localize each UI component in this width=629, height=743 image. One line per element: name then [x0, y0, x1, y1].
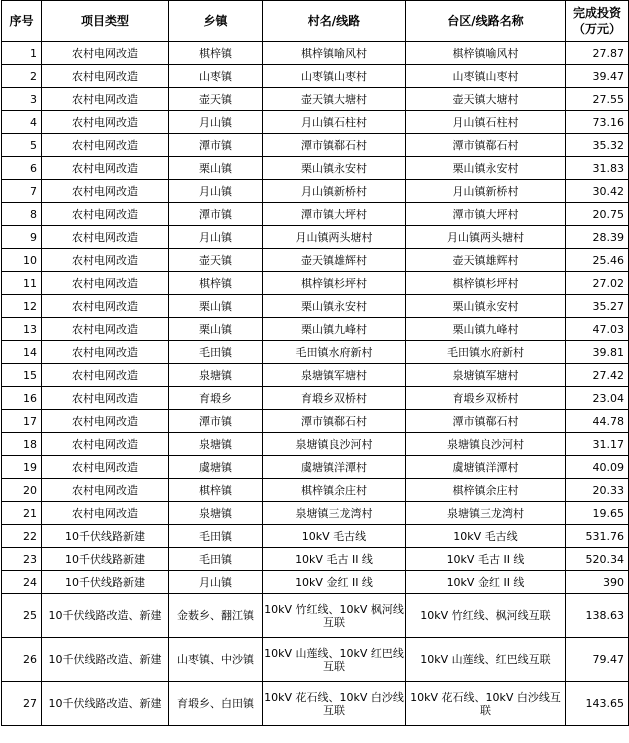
- cell-village: 潭市镇郗石村: [263, 410, 406, 433]
- cell-town: 育塅乡、白田镇: [169, 682, 263, 726]
- cell-town: 潭市镇: [169, 134, 263, 157]
- cell-invest: 520.34: [566, 548, 629, 571]
- cell-area: 月山镇新桥村: [406, 180, 566, 203]
- cell-no: 25: [2, 594, 42, 638]
- table-row: [2, 318, 629, 341]
- cell-type: 10千伏线路改造、新建: [42, 594, 169, 638]
- cell-town: 棋梓镇: [169, 479, 263, 502]
- table-row: [2, 42, 629, 65]
- cell-village: 泉塘镇三龙湾村: [263, 502, 406, 525]
- cell-no: 5: [2, 134, 42, 157]
- cell-town: 金薮乡、翻江镇: [169, 594, 263, 638]
- cell-invest: 30.42: [566, 180, 629, 203]
- cell-area: 棋梓镇喻风村: [406, 42, 566, 65]
- cell-area: 10kV 毛古线: [406, 525, 566, 548]
- cell-invest: 39.81: [566, 341, 629, 364]
- cell-area: 月山镇石柱村: [406, 111, 566, 134]
- cell-town: 棋梓镇: [169, 272, 263, 295]
- cell-village: 月山镇两头塘村: [263, 226, 406, 249]
- table-row: [2, 525, 629, 548]
- cell-village: 栗山镇九峰村: [263, 318, 406, 341]
- cell-town: 育塅乡: [169, 387, 263, 410]
- cell-town: 泉塘镇: [169, 433, 263, 456]
- cell-type: 农村电网改造: [42, 157, 169, 180]
- table-row: [2, 65, 629, 88]
- cell-village: 10kV 竹红线、10kV 枫河线互联: [263, 594, 406, 638]
- cell-town: 山枣镇: [169, 65, 263, 88]
- cell-area: 栗山镇九峰村: [406, 318, 566, 341]
- cell-town: 栗山镇: [169, 295, 263, 318]
- cell-invest: 20.33: [566, 479, 629, 502]
- cell-invest: 27.42: [566, 364, 629, 387]
- cell-type: 农村电网改造: [42, 410, 169, 433]
- cell-area: 10kV 金红 II 线: [406, 571, 566, 594]
- cell-type: 农村电网改造: [42, 295, 169, 318]
- table-row: [2, 638, 629, 682]
- cell-town: 泉塘镇: [169, 364, 263, 387]
- header-village: 村名/线路: [263, 1, 406, 42]
- cell-type: 农村电网改造: [42, 249, 169, 272]
- cell-type: 农村电网改造: [42, 226, 169, 249]
- cell-no: 26: [2, 638, 42, 682]
- table-row: [2, 364, 629, 387]
- cell-invest: 35.32: [566, 134, 629, 157]
- cell-village: 虞塘镇洋潭村: [263, 456, 406, 479]
- cell-area: 泉塘镇良沙河村: [406, 433, 566, 456]
- cell-type: 农村电网改造: [42, 65, 169, 88]
- cell-invest: 47.03: [566, 318, 629, 341]
- cell-area: 潭市镇郗石村: [406, 410, 566, 433]
- cell-area: 毛田镇水府新村: [406, 341, 566, 364]
- cell-no: 7: [2, 180, 42, 203]
- header-no: 序号: [2, 1, 42, 42]
- cell-village: 栗山镇永安村: [263, 157, 406, 180]
- cell-invest: 27.55: [566, 88, 629, 111]
- cell-no: 24: [2, 571, 42, 594]
- cell-village: 泉塘镇良沙河村: [263, 433, 406, 456]
- cell-area: 月山镇两头塘村: [406, 226, 566, 249]
- cell-village: 棋梓镇喻风村: [263, 42, 406, 65]
- cell-area: 潭市镇大坪村: [406, 203, 566, 226]
- header-town: 乡镇: [169, 1, 263, 42]
- cell-type: 农村电网改造: [42, 479, 169, 502]
- header-area: 台区/线路名称: [406, 1, 566, 42]
- cell-no: 1: [2, 42, 42, 65]
- cell-type: 农村电网改造: [42, 341, 169, 364]
- cell-village: 毛田镇水府新村: [263, 341, 406, 364]
- cell-type: 农村电网改造: [42, 272, 169, 295]
- cell-village: 棋梓镇杉坪村: [263, 272, 406, 295]
- cell-village: 10kV 花石线、10kV 白沙线互联: [263, 682, 406, 726]
- investment-table: [1, 0, 629, 726]
- cell-area: 潭市镇郗石村: [406, 134, 566, 157]
- cell-no: 22: [2, 525, 42, 548]
- cell-area: 壶天镇大塘村: [406, 88, 566, 111]
- table-row: [2, 180, 629, 203]
- cell-no: 23: [2, 548, 42, 571]
- table-row: [2, 157, 629, 180]
- cell-area: 泉塘镇军塘村: [406, 364, 566, 387]
- cell-town: 泉塘镇: [169, 502, 263, 525]
- table-row: [2, 134, 629, 157]
- cell-type: 农村电网改造: [42, 456, 169, 479]
- cell-area: 栗山镇永安村: [406, 157, 566, 180]
- cell-village: 10kV 毛古 II 线: [263, 548, 406, 571]
- cell-town: 毛田镇: [169, 548, 263, 571]
- cell-type: 农村电网改造: [42, 364, 169, 387]
- cell-type: 农村电网改造: [42, 318, 169, 341]
- table-row: [2, 226, 629, 249]
- cell-town: 月山镇: [169, 571, 263, 594]
- cell-type: 农村电网改造: [42, 387, 169, 410]
- cell-invest: 531.76: [566, 525, 629, 548]
- cell-type: 10千伏线路新建: [42, 548, 169, 571]
- table-row: [2, 387, 629, 410]
- cell-town: 棋梓镇: [169, 42, 263, 65]
- cell-invest: 23.04: [566, 387, 629, 410]
- cell-village: 栗山镇永安村: [263, 295, 406, 318]
- cell-no: 4: [2, 111, 42, 134]
- cell-area: 栗山镇永安村: [406, 295, 566, 318]
- table-row: [2, 203, 629, 226]
- table-row: [2, 88, 629, 111]
- cell-village: 壶天镇大塘村: [263, 88, 406, 111]
- cell-village: 山枣镇山枣村: [263, 65, 406, 88]
- cell-type: 10千伏线路新建: [42, 571, 169, 594]
- cell-area: 虞塘镇洋潭村: [406, 456, 566, 479]
- header-row: [2, 1, 629, 42]
- cell-type: 农村电网改造: [42, 433, 169, 456]
- cell-town: 栗山镇: [169, 157, 263, 180]
- cell-village: 10kV 毛古线: [263, 525, 406, 548]
- cell-type: 10千伏线路改造、新建: [42, 682, 169, 726]
- header-type: 项目类型: [42, 1, 169, 42]
- cell-type: 农村电网改造: [42, 111, 169, 134]
- cell-no: 27: [2, 682, 42, 726]
- cell-invest: 143.65: [566, 682, 629, 726]
- cell-no: 9: [2, 226, 42, 249]
- cell-no: 12: [2, 295, 42, 318]
- cell-area: 棋梓镇杉坪村: [406, 272, 566, 295]
- cell-no: 10: [2, 249, 42, 272]
- cell-area: 山枣镇山枣村: [406, 65, 566, 88]
- cell-area: 10kV 毛古 II 线: [406, 548, 566, 571]
- cell-type: 农村电网改造: [42, 502, 169, 525]
- table-row: [2, 295, 629, 318]
- cell-invest: 138.63: [566, 594, 629, 638]
- cell-invest: 40.09: [566, 456, 629, 479]
- cell-invest: 44.78: [566, 410, 629, 433]
- cell-invest: 35.27: [566, 295, 629, 318]
- cell-invest: 28.39: [566, 226, 629, 249]
- table-row: [2, 502, 629, 525]
- cell-town: 潭市镇: [169, 203, 263, 226]
- cell-village: 壶天镇雄辉村: [263, 249, 406, 272]
- cell-area: 壶天镇雄辉村: [406, 249, 566, 272]
- cell-village: 月山镇新桥村: [263, 180, 406, 203]
- cell-invest: 390: [566, 571, 629, 594]
- header-invest: 完成投资（万元）: [566, 1, 629, 42]
- table-row: [2, 433, 629, 456]
- cell-town: 虞塘镇: [169, 456, 263, 479]
- table-row: [2, 249, 629, 272]
- cell-no: 20: [2, 479, 42, 502]
- cell-type: 10千伏线路改造、新建: [42, 638, 169, 682]
- table-row: [2, 341, 629, 364]
- cell-type: 农村电网改造: [42, 180, 169, 203]
- cell-no: 19: [2, 456, 42, 479]
- cell-no: 6: [2, 157, 42, 180]
- cell-no: 16: [2, 387, 42, 410]
- cell-village: 月山镇石柱村: [263, 111, 406, 134]
- cell-invest: 27.87: [566, 42, 629, 65]
- cell-type: 农村电网改造: [42, 88, 169, 111]
- table-row: [2, 479, 629, 502]
- cell-invest: 20.75: [566, 203, 629, 226]
- cell-town: 月山镇: [169, 111, 263, 134]
- cell-invest: 31.17: [566, 433, 629, 456]
- cell-village: 泉塘镇军塘村: [263, 364, 406, 387]
- cell-no: 17: [2, 410, 42, 433]
- cell-no: 8: [2, 203, 42, 226]
- cell-town: 毛田镇: [169, 525, 263, 548]
- cell-invest: 27.02: [566, 272, 629, 295]
- cell-area: 10kV 山莲线、红巴线互联: [406, 638, 566, 682]
- cell-no: 2: [2, 65, 42, 88]
- cell-invest: 25.46: [566, 249, 629, 272]
- cell-area: 泉塘镇三龙湾村: [406, 502, 566, 525]
- table-row: [2, 272, 629, 295]
- cell-type: 10千伏线路新建: [42, 525, 169, 548]
- cell-no: 13: [2, 318, 42, 341]
- table-body: [2, 42, 629, 726]
- cell-invest: 39.47: [566, 65, 629, 88]
- cell-town: 壶天镇: [169, 249, 263, 272]
- cell-area: 棋梓镇余庄村: [406, 479, 566, 502]
- cell-invest: 73.16: [566, 111, 629, 134]
- cell-village: 育塅乡双桥村: [263, 387, 406, 410]
- cell-no: 18: [2, 433, 42, 456]
- table-row: [2, 410, 629, 433]
- cell-town: 月山镇: [169, 226, 263, 249]
- table-row: [2, 456, 629, 479]
- table-row: [2, 548, 629, 571]
- cell-town: 壶天镇: [169, 88, 263, 111]
- cell-type: 农村电网改造: [42, 42, 169, 65]
- table-row: [2, 111, 629, 134]
- cell-town: 山枣镇、中沙镇: [169, 638, 263, 682]
- cell-village: 潭市镇郗石村: [263, 134, 406, 157]
- cell-no: 21: [2, 502, 42, 525]
- cell-type: 农村电网改造: [42, 134, 169, 157]
- cell-invest: 31.83: [566, 157, 629, 180]
- cell-village: 10kV 山莲线、10kV 红巴线互联: [263, 638, 406, 682]
- cell-no: 14: [2, 341, 42, 364]
- cell-town: 潭市镇: [169, 410, 263, 433]
- table-row: [2, 682, 629, 726]
- cell-village: 潭市镇大坪村: [263, 203, 406, 226]
- cell-no: 3: [2, 88, 42, 111]
- cell-area: 10kV 竹红线、枫河线互联: [406, 594, 566, 638]
- cell-town: 栗山镇: [169, 318, 263, 341]
- table-row: [2, 571, 629, 594]
- cell-invest: 79.47: [566, 638, 629, 682]
- cell-invest: 19.65: [566, 502, 629, 525]
- cell-area: 育塅乡双桥村: [406, 387, 566, 410]
- cell-area: 10kV 花石线、10kV 白沙线互联: [406, 682, 566, 726]
- cell-type: 农村电网改造: [42, 203, 169, 226]
- cell-town: 月山镇: [169, 180, 263, 203]
- cell-no: 11: [2, 272, 42, 295]
- cell-village: 10kV 金红 II 线: [263, 571, 406, 594]
- cell-no: 15: [2, 364, 42, 387]
- cell-village: 棋梓镇余庄村: [263, 479, 406, 502]
- table-row: [2, 594, 629, 638]
- cell-town: 毛田镇: [169, 341, 263, 364]
